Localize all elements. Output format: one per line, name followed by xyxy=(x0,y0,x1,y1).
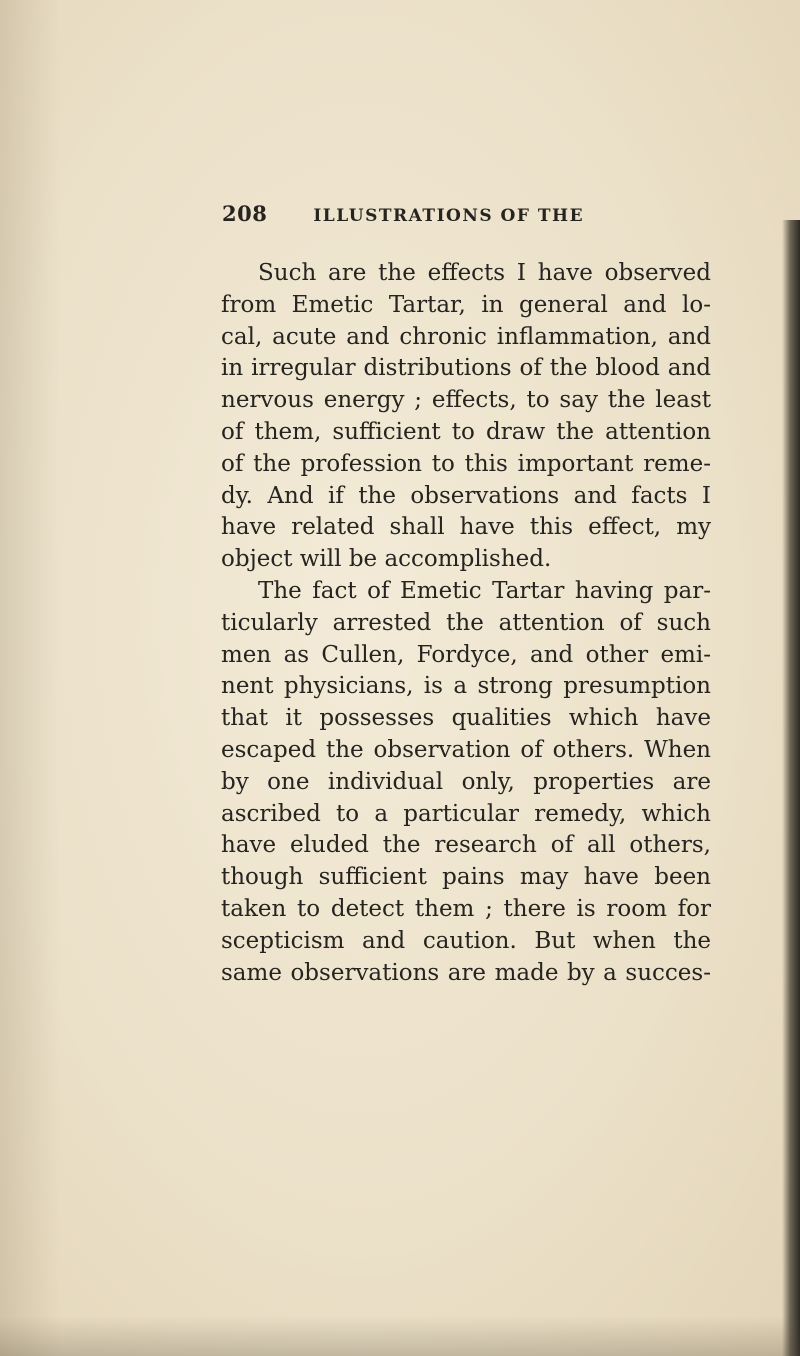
page-bottom-shadow xyxy=(0,1316,800,1356)
text-line: in irregular distributions of the blood and xyxy=(221,355,711,382)
text-line: have eluded the research of all others, xyxy=(221,832,711,859)
text-line: Such are the effects I have observed xyxy=(258,260,711,286)
running-head xyxy=(222,201,642,231)
text-line: though sufficient pains may have been xyxy=(221,864,711,891)
text-line: that it possesses qualities which have xyxy=(221,705,711,732)
page-number: 208 xyxy=(222,201,268,226)
text-line: men as Cullen, Fordyce, and other emi- xyxy=(221,641,711,668)
page-gutter-shadow xyxy=(0,0,60,1356)
text-line: by one individual only, properties are xyxy=(221,768,711,795)
text-line: from Emetic Tartar, in general and lo- xyxy=(221,291,711,318)
text-line: object will be accomplished. xyxy=(221,546,552,573)
text-line: nent physicians, is a strong presumption xyxy=(221,673,711,700)
text-line: scepticism and caution. But when the xyxy=(221,927,711,954)
text-line: taken to detect them ; there is room for xyxy=(221,895,711,922)
text-line: escaped the observation of others. When xyxy=(221,736,711,763)
text-line: of the profession to this important reme- xyxy=(221,450,711,477)
text-line: dy. And if the observations and facts I xyxy=(221,482,711,509)
text-line: of them, sufficient to draw the attention xyxy=(221,418,711,445)
text-line: ticularly arrested the attention of such xyxy=(221,609,711,636)
body-text xyxy=(221,258,711,989)
text-line: ascribed to a particular remedy, which xyxy=(221,800,711,827)
running-head-title: ILLUSTRATIONS OF THE xyxy=(313,206,585,226)
text-line: The fact of Emetic Tartar having par- xyxy=(258,577,711,604)
text-line: nervous energy ; effects, to say the least xyxy=(221,387,711,414)
text-line: have related shall have this effect, my xyxy=(221,514,711,541)
page-edge-shadow xyxy=(782,220,800,1356)
text-line: same observations are made by a succes- xyxy=(221,959,711,986)
text-line: cal, acute and chronic inflammation, and xyxy=(221,323,711,350)
